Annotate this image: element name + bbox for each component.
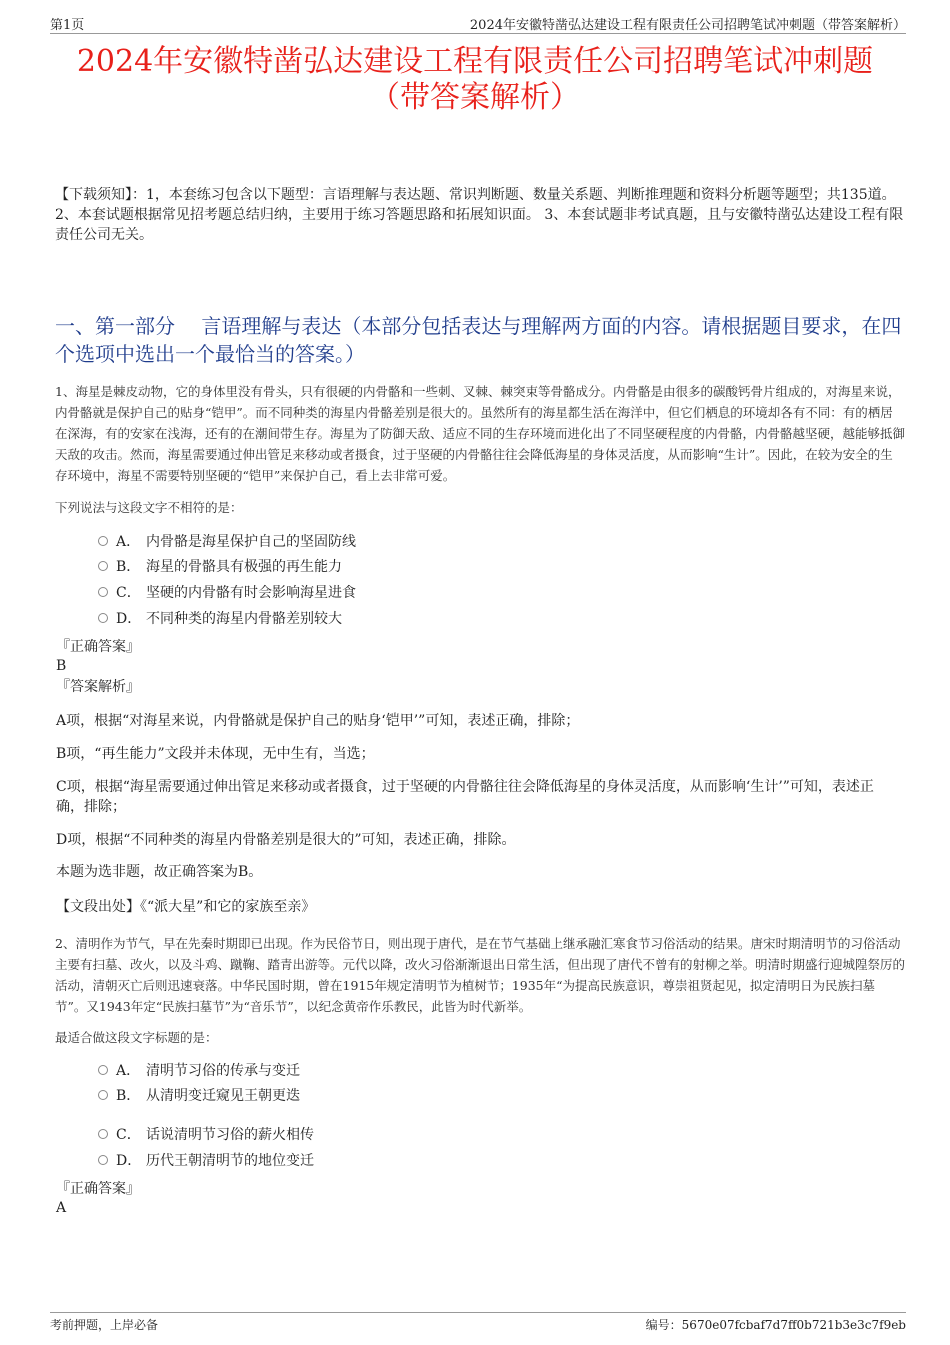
q1-source: 【文段出处】《“派大星”和它的家族至亲》: [56, 899, 316, 915]
radio-icon[interactable]: [98, 1129, 108, 1139]
header-doc-title: 2024年安徽特凿弘达建设工程有限责任公司招聘笔试冲刺题（带答案解析）: [469, 18, 906, 33]
header-divider: [50, 33, 906, 34]
q1-analysis-c: C项，根据“海星需要通过伸出管足来移动或者摄食，过于坚硬的内骨骼往往会降低海星的身体灵活度，从而影响‘生计’”可知，表述正确，排除；: [56, 779, 874, 815]
q2-answer: A: [56, 1200, 67, 1216]
q2-stem: 2、清明作为节气，早在先秦时期即已出现。作为民俗节日，则出现于唐代，是在节气基础上继承融汇寒食节习俗活动的结果。唐宋时期清明节的习俗活动主要有扫墓、改火，以及斗鸡、蹴鞠、踏青出游等。元代以降，改火习俗渐渐退出日常生活，但出现了唐代不曾有的射柳之举。明清时期盛行迎城隍祭厉的活动，清朝灭亡后则迅速衰落。中华民国时期，曾在1915年规定清明节为植树节；1935年“为提高民族意识，尊崇祖贤起见，拟定清明日为民族扫墓节”。又1943年定“民族扫墓节”为“音乐节”，以纪念黄帝作乐教民，此皆为时代新举。: [55, 936, 906, 1014]
footer-divider: [50, 1312, 906, 1313]
q2-option-a[interactable]: A． 清明节习俗的传承与变迁: [98, 1061, 300, 1081]
page-number: 第1页: [50, 18, 85, 33]
q1-analysis-d: D项，根据“不同种类的海星内骨骼差别是很大的”可知，表述正确，排除。: [56, 832, 516, 848]
q1-analysis-b: B项，“再生能力”文段并未体现，无中生有，当选；: [56, 746, 375, 762]
q2-answer-label: 『正确答案』: [56, 1181, 140, 1197]
radio-icon[interactable]: [98, 561, 108, 571]
q1-analysis-label: 『答案解析』: [56, 679, 140, 695]
section-heading: 一、第一部分 言语理解与表达（本部分包括表达与理解两方面的内容。请根据题目要求，在四个选项中选出一个最恰当的答案。）: [55, 314, 902, 366]
q1-answer-label: 『正确答案』: [56, 639, 140, 655]
q1-option-c[interactable]: C． 坚硬的内骨骼有时会影响海星进食: [98, 583, 356, 603]
q1-analysis-a: A项，根据“对海星来说，内骨骼就是保护自己的贴身‘铠甲’”可知，表述正确，排除；: [56, 713, 580, 729]
q1-question: 下列说法与这段文字不相符的是：: [55, 500, 243, 515]
q2-option-d[interactable]: D． 历代王朝清明节的地位变迁: [98, 1151, 314, 1171]
radio-icon[interactable]: [98, 1065, 108, 1075]
q2-option-b[interactable]: B． 从清明变迁窥见王朝更迭: [98, 1086, 300, 1106]
radio-icon[interactable]: [98, 1155, 108, 1165]
q2-option-c[interactable]: C． 话说清明节习俗的薪火相传: [98, 1125, 314, 1145]
radio-icon[interactable]: [98, 536, 108, 546]
page-title: [40, 44, 910, 116]
q1-stem: 1、海星是棘皮动物，它的身体里没有骨头，只有很硬的内骨骼和一些刺、叉棘、棘突束等骨骼成分。内骨骼是由很多的碳酸钙骨片组成的，对海星来说，内骨骼就是保护自己的贴身“铠甲”。而不同种类的海星内骨骼差别是很大的。虽然所有的海星都生活在海洋中，但它们栖息的环境却各有不同：有的栖居在深海，有的安家在浅海，还有的在潮间带生存。海星为了防御天敌、适应不同的生存环境而进化出了不同坚硬程度的内骨骼，内骨骼越坚硬，越能够抵御天敌的攻击。然而，海星需要通过伸出管足来移动或者摄食，过于坚硬的内骨骼往往会降低海星的身体灵活度，从而影响“生计”。因此，在较为安全的生存环境中，海星不需要特别坚硬的“铠甲”来保护自己，看上去非常可爱。: [55, 384, 906, 483]
footer-slogan: 考前押题，上岸必备: [50, 1318, 159, 1332]
radio-icon[interactable]: [98, 587, 108, 597]
title-line-2: （带答案解析）: [370, 80, 580, 115]
q1-analysis-conclusion: 本题为选非题，故正确答案为B。: [56, 864, 263, 880]
footer-doc-id: 编号：5670e07fcbaf7d7ff0b721b3e3c7f9eb: [645, 1318, 906, 1332]
q1-option-a[interactable]: A． 内骨骼是海星保护自己的坚固防线: [98, 532, 356, 552]
q1-answer: B: [56, 658, 67, 674]
title-line-1: 2024年安徽特凿弘达建设工程有限责任公司招聘笔试冲刺题: [76, 44, 874, 79]
radio-icon[interactable]: [98, 1090, 108, 1100]
q1-option-b[interactable]: B． 海星的骨骼具有极强的再生能力: [98, 557, 342, 577]
q1-option-d[interactable]: D． 不同种类的海星内骨骼差别较大: [98, 609, 342, 629]
download-notice: 【下载须知】：1，本套练习包含以下题型：言语理解与表达题、常识判断题、数量关系题、判断推理题和资料分析题等题型；共135道。 2、本套试题根据常见招考题总结归纳，主要用于练习答题思路和拓展知识面。 3、本套试题非考试真题，且与安徽特凿弘达建设工程有限责任公司无关。: [55, 187, 904, 243]
q2-question: 最适合做这段文字标题的是：: [55, 1030, 218, 1045]
radio-icon[interactable]: [98, 613, 108, 623]
